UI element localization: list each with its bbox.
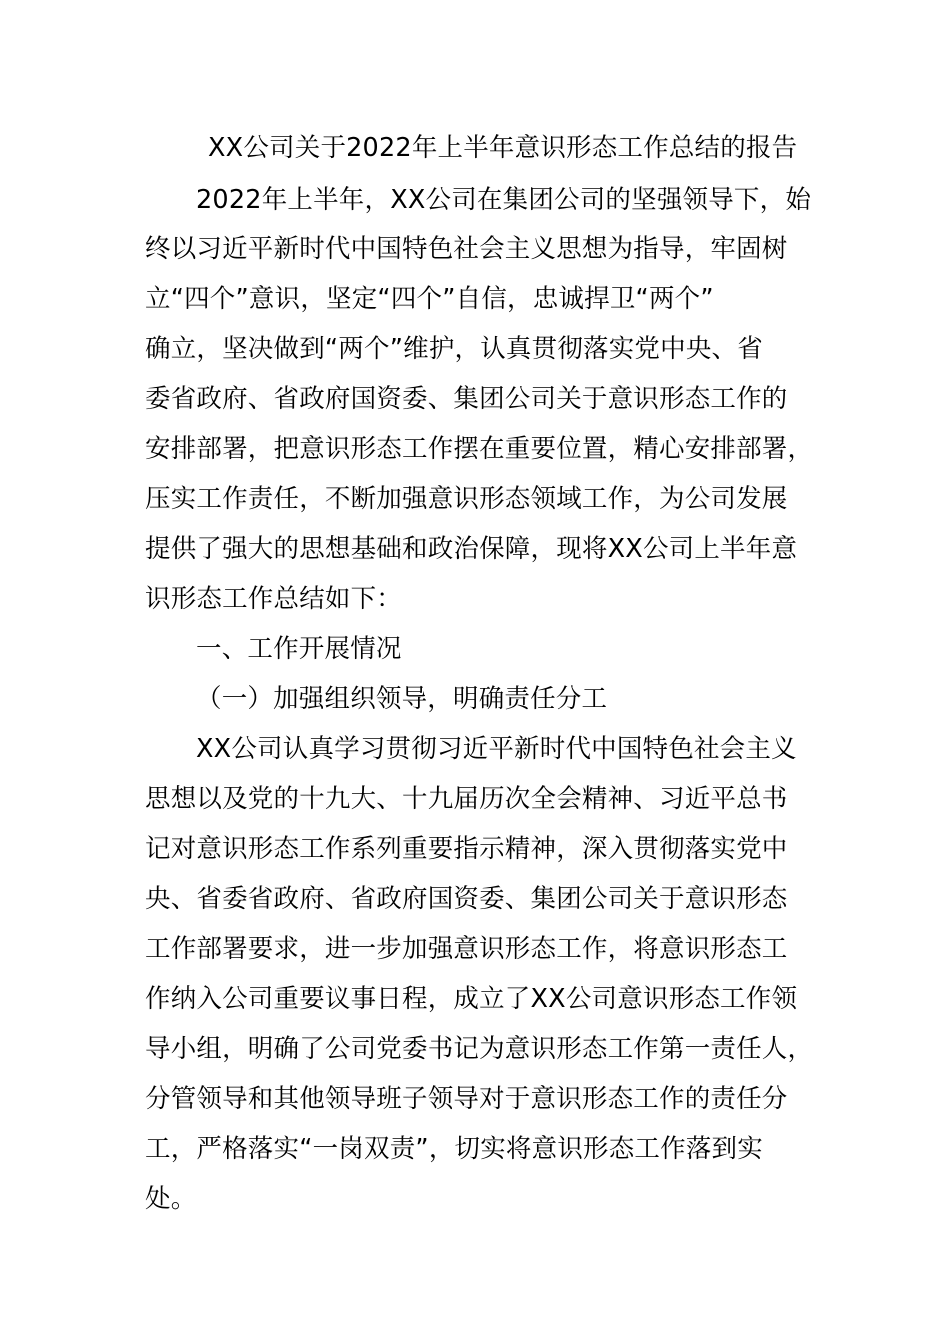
paragraph-1-line-8: 提供了强大的思想基础和政治保障，现将XX公司上半年意 [145,534,798,564]
paragraph-1-line-3: 立“四个”意识，坚定“四个”自信，忠诚捍卫“两个” [145,284,714,314]
section-heading-1: 一、工作开展情况 [196,634,402,664]
paragraph-1-line-5: 委省政府、省政府国资委、集团公司关于意识形态工作的 [145,384,788,414]
paragraph-2-line-9: 工，严格落实“一岗双责”，切实将意识形态工作落到实 [145,1134,763,1164]
paragraph-1-line-2: 终以习近平新时代中国特色社会主义思想为指导，牢固树 [145,234,788,264]
paragraph-2-line-3: 记对意识形态工作系列重要指示精神，深入贯彻落实党中 [145,834,788,864]
paragraph-2-line-7: 导小组，明确了公司党委书记为意识形态工作第一责任人， [145,1034,814,1064]
paragraph-1-line-6: 安排部署，把意识形态工作摆在重要位置，精心安排部署， [145,434,814,464]
paragraph-2-line-6: 作纳入公司重要议事日程，成立了XX公司意识形态工作领 [145,984,798,1014]
paragraph-2-line-2: 思想以及党的十九大、十九届历次全会精神、习近平总书 [145,784,788,814]
paragraph-1-line-4: 确立，坚决做到“两个”维护，认真贯彻落实党中央、省 [145,334,763,364]
paragraph-2-line-8: 分管领导和其他领导班子领导对于意识形态工作的责任分 [145,1084,788,1114]
paragraph-2-line-4: 央、省委省政府、省政府国资委、集团公司关于意识形态 [145,884,788,914]
paragraph-2-line-1: XX公司认真学习贯彻习近平新时代中国特色社会主义 [196,734,797,764]
subsection-heading-1: （一）加强组织领导，明确责任分工 [196,684,608,714]
paragraph-2-line-10: 处。 [145,1184,197,1214]
paragraph-2-line-5: 工作部署要求，进一步加强意识形态工作，将意识形态工 [145,934,788,964]
paragraph-1-line-9: 识形态工作总结如下： [145,584,403,614]
document-title: XX公司关于2022年上半年意识形态工作总结的报告 [208,133,798,163]
paragraph-1-line-7: 压实工作责任，不断加强意识形态领域工作，为公司发展 [145,484,788,514]
paragraph-1-line-1: 2022年上半年，XX公司在集团公司的坚强领导下，始 [196,185,812,215]
